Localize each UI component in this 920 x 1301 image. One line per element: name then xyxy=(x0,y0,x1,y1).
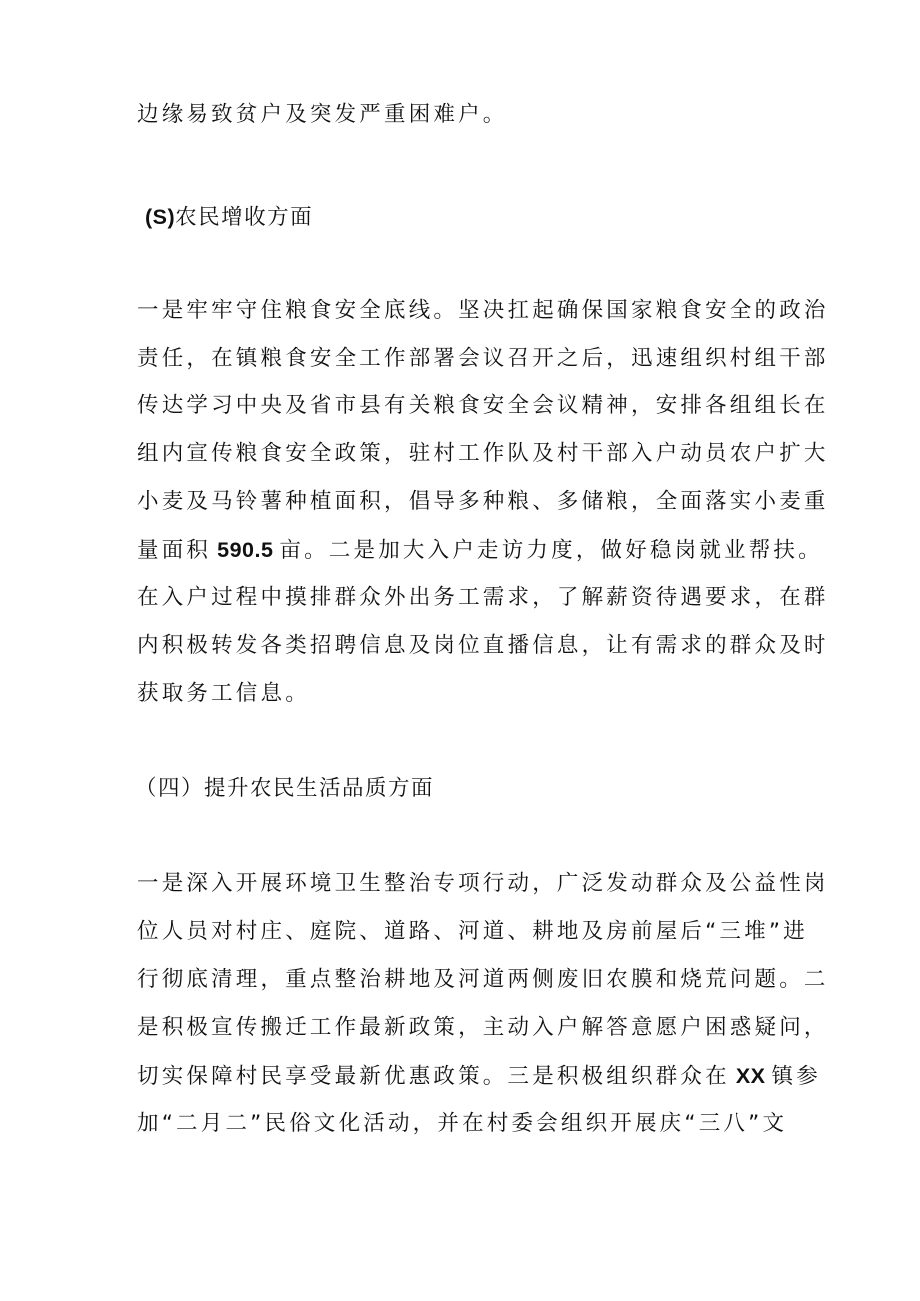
paragraph-line: 获取务工信息。 xyxy=(137,681,310,706)
paragraph-line: 传达学习中央及省市县有关粮食安全会议精神，安排各组组长在 xyxy=(137,393,829,418)
text-run: 量面积 xyxy=(137,538,212,563)
paragraph-line: 位人员对村庄、庭院、道路、河道、耕地及房前屋后“三堆”进 xyxy=(137,919,808,944)
section-heading-3 xyxy=(145,202,313,233)
area-number: 590.5 xyxy=(217,538,274,562)
paragraph-line xyxy=(137,1061,821,1092)
paragraph-line: 在入户过程中摸排群众外出务工需求，了解薪资待遇要求，在群 xyxy=(137,585,829,610)
section-heading-4: （四）提升农民生活品质方面 xyxy=(135,776,435,801)
town-placeholder: XX xyxy=(735,1064,766,1088)
paragraph-line: 一是深入开展环境卫生整治专项行动，广泛发动群众及公益性岗 xyxy=(137,871,829,896)
paragraph-line: 责任，在镇粮食安全工作部署会议召开之后，迅速组织村组干部 xyxy=(137,346,829,371)
text-run: 亩。二是加大入户走访力度，做好稳岗就业帮扶。 xyxy=(279,538,823,563)
text-run: 切实保障村民享受最新优惠政策。三是积极组织群众在 xyxy=(137,1064,730,1089)
paragraph-line: 组内宣传粮食安全政策，驻村工作队及村干部入户动员农户扩大 xyxy=(137,441,829,466)
paragraph-line: 是积极宣传搬迁工作最新政策，主动入户解答意愿户困惑疑问， xyxy=(137,1015,829,1040)
paragraph-line: 内积极转发各类招聘信息及岗位直播信息，让有需求的群众及时 xyxy=(137,633,829,658)
paragraph-line: 加“二月二”民俗文化活动，并在村委会组织开展庆“三八”文 xyxy=(137,1111,788,1136)
paragraph-line: 一是牢牢守住粮食安全底线。坚决扛起确保国家粮食安全的政治 xyxy=(137,298,829,323)
text-run: 镇参 xyxy=(771,1064,821,1089)
paragraph-line: 小麦及马铃薯种植面积，倡导多种粮、多储粮，全面落实小麦重 xyxy=(137,489,829,514)
paragraph-line: 边缘易致贫户及突发严重困难户。 xyxy=(137,102,508,127)
paragraph-line xyxy=(137,535,823,566)
heading-text: 农民增收方面 xyxy=(175,205,314,230)
heading-marker: (S) xyxy=(145,205,176,229)
paragraph-line: 行彻底清理，重点整治耕地及河道两侧废旧农膜和烧荒问题。二 xyxy=(137,967,829,992)
